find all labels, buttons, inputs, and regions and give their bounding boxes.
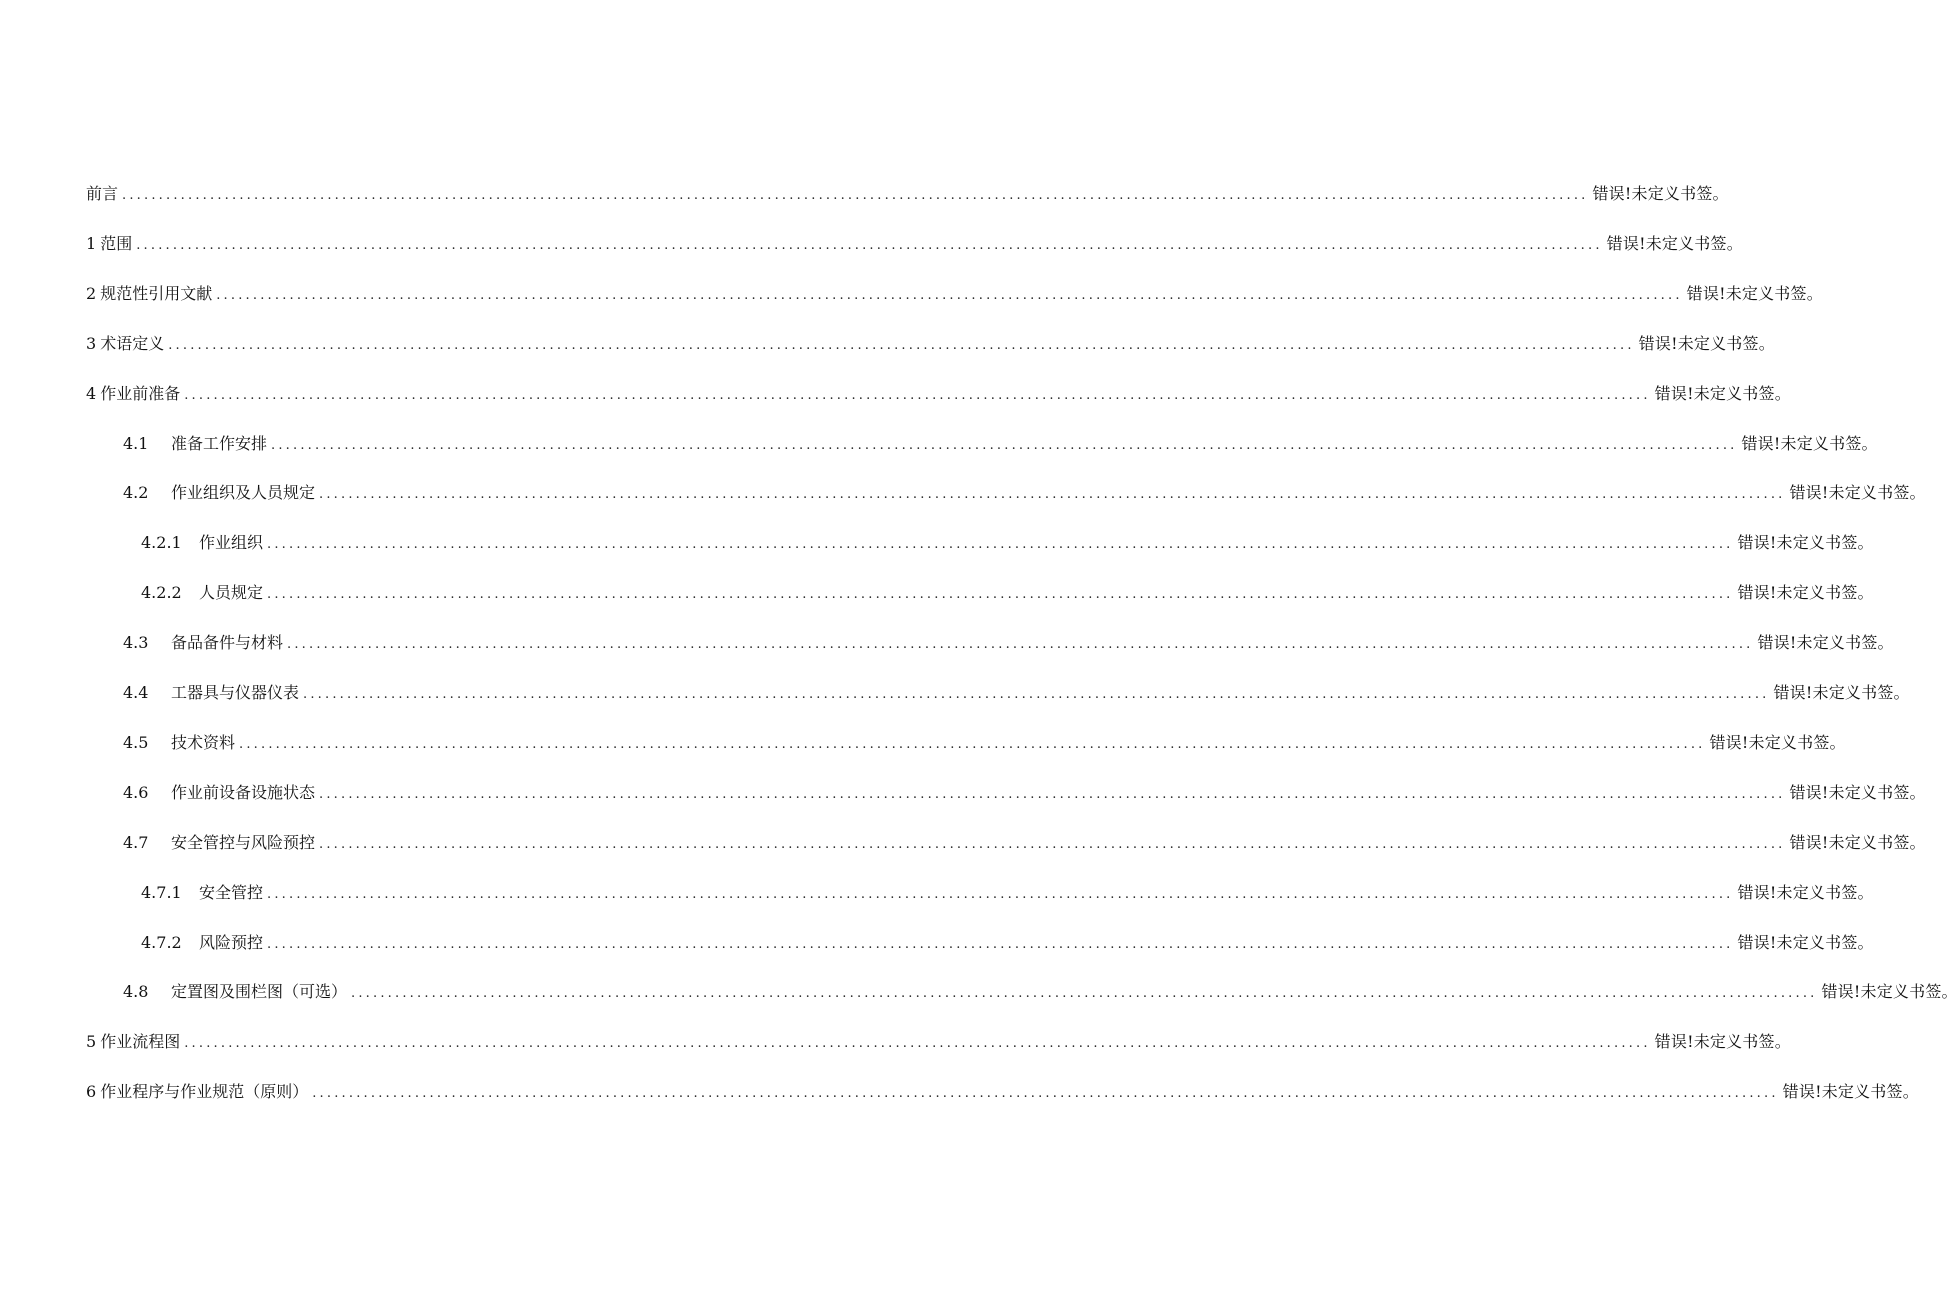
toc-entry-number: 2 <box>86 283 97 303</box>
toc-entry[interactable] <box>86 230 1743 258</box>
toc-entry-title: 作业组织及人员规定 <box>171 483 316 503</box>
toc-entry-title: 作业流程图 <box>100 1032 181 1052</box>
toc-entry-page-ref: 错误!未定义书签。 <box>1789 832 1926 852</box>
toc-entry-title: 前言 <box>86 184 119 203</box>
toc-dot-leader: ........................................................................................................................................................................................................ <box>122 188 1589 203</box>
toc-entry-number: 4.8 <box>123 982 149 1002</box>
toc-entry[interactable] <box>86 629 1894 657</box>
toc-entry[interactable] <box>86 729 1846 757</box>
toc-dot-leader: ........................................................................................................................................................................................................ <box>184 387 1651 403</box>
toc-entry-number: 4.2.1 <box>141 533 182 553</box>
toc-entry-number: 4.4 <box>123 683 149 702</box>
toc-entry[interactable] <box>86 479 1926 507</box>
toc-entry-title: 风险预控 <box>199 932 264 952</box>
toc-entry-page-ref: 错误!未定义书签。 <box>1709 732 1846 752</box>
toc-entry-title: 作业程序与作业规范（原则） <box>100 1082 309 1102</box>
toc-dot-leader: ........................................................................................................................................................................................................ <box>239 736 1706 752</box>
toc-dot-leader: ........................................................................................................................................................................................................ <box>271 437 1738 453</box>
toc-dot-leader: ........................................................................................................................................................................................................ <box>267 886 1734 902</box>
toc-dot-leader: ........................................................................................................................................................................................................ <box>267 936 1734 952</box>
toc-entry-title: 人员规定 <box>199 583 264 603</box>
toc-entry[interactable] <box>86 1028 1791 1056</box>
toc-entry-number: 5 <box>86 1032 97 1052</box>
toc-entry-number: 6 <box>86 1082 97 1102</box>
toc-entry-page-ref: 错误!未定义书签。 <box>1789 782 1926 802</box>
toc-entry[interactable] <box>86 180 1729 208</box>
toc-dot-leader: ........................................................................................................................................................................................................ <box>319 836 1786 852</box>
toc-entry-page-ref: 错误!未定义书签。 <box>1654 383 1791 403</box>
toc-dot-leader: ........................................................................................................................................................................................................ <box>136 237 1603 253</box>
toc-dot-leader: ........................................................................................................................................................................................................ <box>267 587 1734 603</box>
toc-entry-number: 4.7 <box>123 832 149 852</box>
toc-dot-leader: ........................................................................................................................................................................................................ <box>267 537 1734 553</box>
toc-entry-page-ref: 错误!未定义书签。 <box>1654 1032 1791 1052</box>
toc-entry-number: 4.7.2 <box>141 932 182 952</box>
toc-entry-number: 4.1 <box>123 433 149 453</box>
toc-entry-title: 技术资料 <box>171 732 236 752</box>
toc-entry[interactable] <box>86 1078 1919 1106</box>
toc-entry-title: 作业前设备设施状态 <box>171 782 316 802</box>
toc-dot-leader: ........................................................................................................................................................................................................ <box>303 687 1770 702</box>
toc-entry[interactable] <box>86 879 1874 907</box>
toc-entry-number: 4 <box>86 383 97 403</box>
toc-entry-number: 3 <box>86 333 97 353</box>
toc-entry-title: 定置图及围栏图（可选） <box>171 982 348 1002</box>
toc-entry-number: 4.5 <box>123 732 149 752</box>
toc-entry-number: 4.2.2 <box>141 583 182 603</box>
toc-entry-page-ref: 错误!未定义书签。 <box>1737 583 1874 603</box>
toc-entry-page-ref: 错误!未定义书签。 <box>1737 533 1874 553</box>
toc-entry-page-ref: 错误!未定义书签。 <box>1737 932 1874 952</box>
toc-entry[interactable] <box>86 679 1910 707</box>
toc-dot-leader: ........................................................................................................................................................................................................ <box>216 287 1683 303</box>
toc-entry[interactable] <box>86 829 1926 857</box>
toc-entry-number: 4.7.1 <box>141 882 182 902</box>
toc-dot-leader: ........................................................................................................................................................................................................ <box>319 786 1786 802</box>
toc-entry-title: 准备工作安排 <box>171 433 268 453</box>
toc-entry-page-ref: 错误!未定义书签。 <box>1737 882 1874 902</box>
toc-dot-leader: ........................................................................................................................................................................................................ <box>319 487 1786 503</box>
toc-entry[interactable] <box>86 978 1958 1006</box>
toc-dot-leader: ........................................................................................................................................................................................................ <box>168 337 1635 353</box>
toc-dot-leader: ........................................................................................................................................................................................................ <box>312 1086 1779 1102</box>
toc-entry-title: 备品备件与材料 <box>171 633 284 653</box>
toc-entry-title: 安全管控 <box>199 882 264 902</box>
toc-entry-title: 作业组织 <box>199 533 264 553</box>
toc-entry-page-ref: 错误!未定义书签。 <box>1821 982 1958 1002</box>
toc-entry-page-ref: 错误!未定义书签。 <box>1757 633 1894 653</box>
toc-entry-title: 范围 <box>100 233 133 253</box>
toc-entry-title: 工器具与仪器仪表 <box>171 683 300 702</box>
toc-entry-page-ref: 错误!未定义书签。 <box>1789 483 1926 503</box>
toc-entry[interactable] <box>86 779 1926 807</box>
toc-entry-page-ref: 错误!未定义书签。 <box>1686 283 1823 303</box>
toc-entry-page-ref: 错误!未定义书签。 <box>1741 433 1878 453</box>
toc-entry-number: 4.3 <box>123 633 149 653</box>
toc-entry-number: 4.2 <box>123 483 149 503</box>
toc-dot-leader: ........................................................................................................................................................................................................ <box>184 1036 1651 1052</box>
toc-entry-page-ref: 错误!未定义书签。 <box>1782 1082 1919 1102</box>
toc-entry[interactable] <box>86 330 1775 358</box>
toc-entry[interactable] <box>86 280 1823 308</box>
toc-entry-page-ref: 错误!未定义书签。 <box>1773 683 1910 702</box>
toc-entry-title: 术语定义 <box>100 333 165 353</box>
toc-entry-title: 作业前准备 <box>100 383 181 403</box>
toc-dot-leader: ........................................................................................................................................................................................................ <box>287 637 1754 653</box>
toc-entry[interactable] <box>86 430 1878 458</box>
toc-entry-page-ref: 错误!未定义书签。 <box>1606 233 1743 253</box>
toc-dot-leader: ........................................................................................................................................................................................................ <box>351 986 1818 1002</box>
toc-entry-title: 规范性引用文献 <box>100 283 213 303</box>
toc-entry[interactable] <box>86 579 1874 607</box>
toc-entry-title: 安全管控与风险预控 <box>171 832 316 852</box>
toc-entry-number: 1 <box>86 233 97 253</box>
toc-entry-number: 4.6 <box>123 782 149 802</box>
toc-entry[interactable] <box>86 929 1874 957</box>
toc-entry-page-ref: 错误!未定义书签。 <box>1592 184 1729 203</box>
toc-entry[interactable] <box>86 380 1791 408</box>
toc-entry[interactable] <box>86 529 1874 557</box>
toc-entry-page-ref: 错误!未定义书签。 <box>1638 333 1775 353</box>
